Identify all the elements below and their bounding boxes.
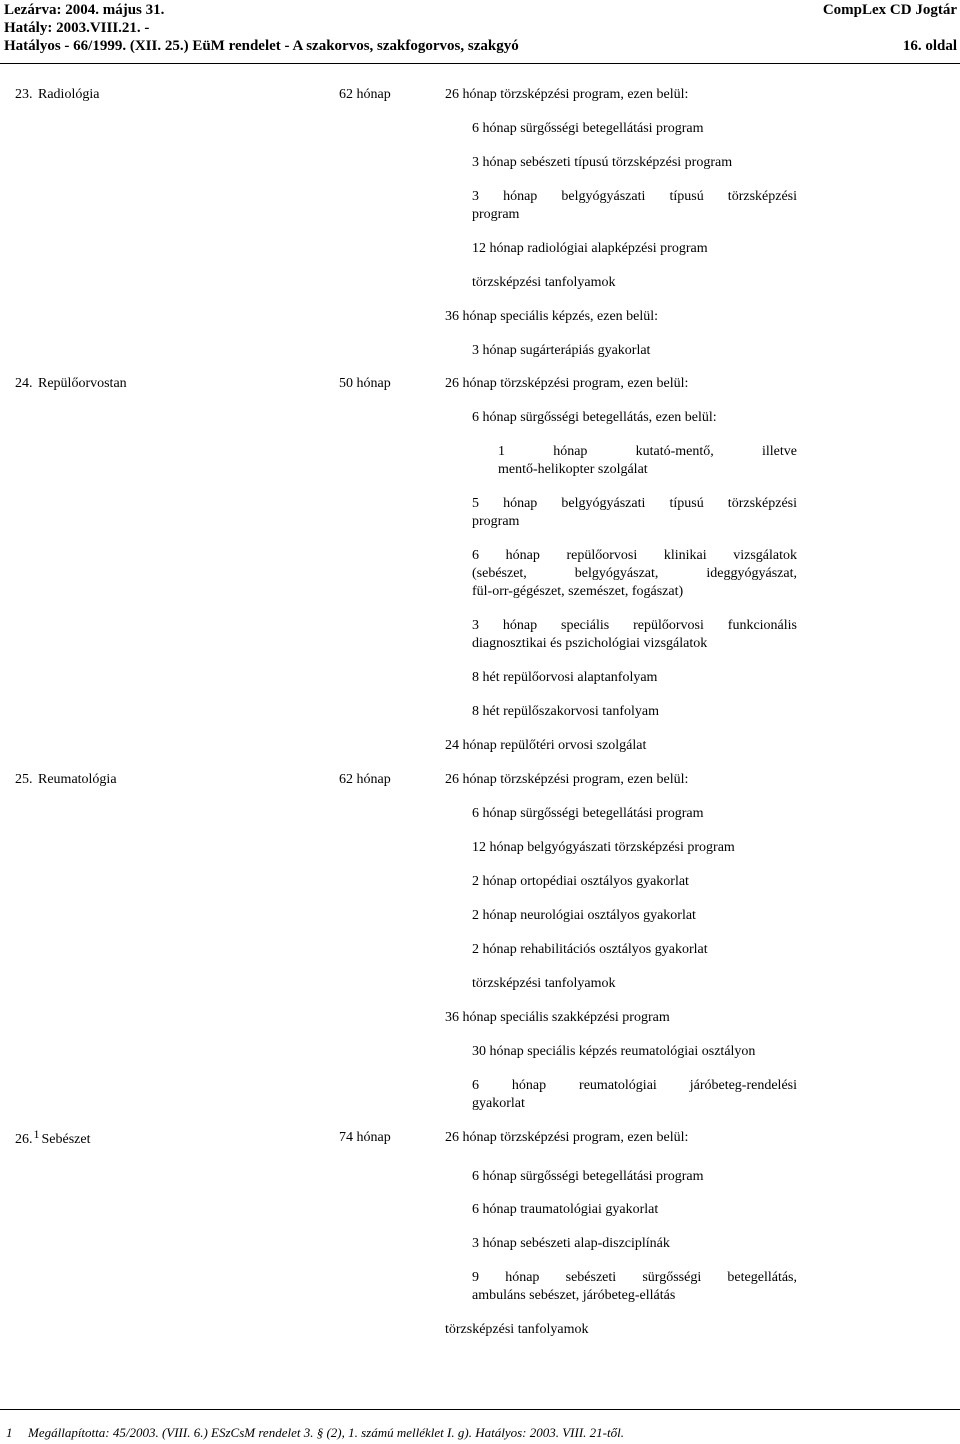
program-line: 26 hónap törzsképzési program, ezen belül: [445, 376, 689, 391]
program-line: törzsképzési tanfolyamok [472, 976, 616, 991]
footnote-mark: 1 [6, 1425, 13, 1440]
program-line: 6 hónap sürgősségi betegellátási program [472, 1169, 704, 1184]
program-line: 8 hét repülőszakorvosi tanfolyam [472, 704, 660, 719]
program-line: 12 hónap radiológiai alapképzési program [472, 241, 708, 256]
header-closed-date: Lezárva: 2004. május 31. [4, 2, 165, 18]
footnote-text: Megállapította: 45/2003. (VIII. 6.) ESzCsM rendelet 3. § (2), 1. számú melléklet I. g). Hatályos: 2003. VIII. 21-től. [28, 1425, 624, 1440]
program-line: 6 hónap repülőorvosi klinikai vizsgálatok [472, 548, 797, 563]
program-line: 24 hónap repülőtéri orvosi szolgálat [445, 738, 647, 753]
header-rule [0, 63, 960, 64]
program-line: 3 hónap speciális repülőorvosi funkcionális [472, 618, 797, 633]
entry-duration: 50 hónap [339, 376, 391, 391]
program-line: 3 hónap sebészeti típusú törzsképzési program [472, 155, 733, 170]
program-line: 36 hónap speciális képzés, ezen belül: [445, 309, 659, 324]
program-line: 8 hét repülőorvosi alaptanfolyam [472, 670, 658, 685]
program-line: ambuláns sebészet, járóbeteg-ellátás [472, 1288, 676, 1303]
program-line: 6 hónap sürgősségi betegellátási program [472, 806, 704, 821]
entry-number: 23. [15, 87, 33, 102]
program-line: 12 hónap belgyógyászati törzsképzési program [472, 840, 735, 855]
program-line: 3 hónap belgyógyászati típusú törzsképzési [472, 189, 797, 204]
program-line: fül-orr-gégészet, szemészet, fogászat) [472, 584, 684, 599]
program-line: törzsképzési tanfolyamok [472, 275, 616, 290]
footnote-reference[interactable]: 1 [33, 1127, 40, 1141]
entry-number [15, 1127, 91, 1149]
program-line: 1 hónap kutató-mentő, illetve [498, 444, 797, 459]
entry-number-text: 26. [15, 1132, 33, 1147]
program-line: 30 hónap speciális képzés reumatológiai osztályon [472, 1044, 756, 1059]
footnote-rule [0, 1409, 960, 1410]
program-line: 6 hónap reumatológiai járóbeteg-rendelési [472, 1078, 797, 1093]
program-line: 3 hónap sebészeti alap-diszciplínák [472, 1236, 670, 1251]
program-line: gyakorlat [472, 1096, 525, 1111]
entry-name: Repülőorvostan [38, 376, 127, 391]
entry-name: Reumatológia [38, 772, 117, 787]
program-line: 5 hónap belgyógyászati típusú törzsképzési [472, 496, 797, 511]
header-effective-date: Hatály: 2003.VIII.21. - [4, 20, 150, 36]
program-line: diagnosztikai és pszichológiai vizsgálatok [472, 636, 708, 651]
program-line: program [472, 514, 520, 529]
program-line: 3 hónap sugárterápiás gyakorlat [472, 343, 651, 358]
entry-number: 25. [15, 772, 33, 787]
header-brand: CompLex CD Jogtár [822, 2, 957, 18]
header-page-number: 16. oldal [902, 38, 957, 54]
program-line: program [472, 207, 520, 222]
program-line: 26 hónap törzsképzési program, ezen belül: [445, 772, 689, 787]
entry-duration: 74 hónap [339, 1130, 391, 1145]
program-line: 26 hónap törzsképzési program, ezen belül: [445, 87, 689, 102]
program-line: 2 hónap neurológiai osztályos gyakorlat [472, 908, 696, 923]
program-line: 6 hónap sürgősségi betegellátás, ezen belül: [472, 410, 717, 425]
entry-name: Sebészet [41, 1132, 91, 1147]
program-line: törzsképzési tanfolyamok [445, 1322, 589, 1337]
program-line: 9 hónap sebészeti sürgősségi betegellátás, [472, 1270, 797, 1285]
program-line: 36 hónap speciális szakképzési program [445, 1010, 670, 1025]
program-line: 26 hónap törzsképzési program, ezen belül: [445, 1130, 689, 1145]
program-line: 6 hónap traumatológiai gyakorlat [472, 1202, 659, 1217]
program-line: mentő-helikopter szolgálat [498, 462, 648, 477]
entry-number: 24. [15, 376, 33, 391]
program-line: 2 hónap ortopédiai osztályos gyakorlat [472, 874, 689, 889]
entry-duration: 62 hónap [339, 87, 391, 102]
program-line: 2 hónap rehabilitációs osztályos gyakorlat [472, 942, 708, 957]
entry-duration: 62 hónap [339, 772, 391, 787]
header-document-title: Hatályos - 66/1999. (XII. 25.) EüM rendelet - A szakorvos, szakfogorvos, szakgyó [4, 38, 519, 54]
entry-name: Radiológia [38, 87, 100, 102]
program-line: 6 hónap sürgősségi betegellátási program [472, 121, 704, 136]
program-line: (sebészet, belgyógyászat, ideggyógyászat, [472, 566, 797, 581]
